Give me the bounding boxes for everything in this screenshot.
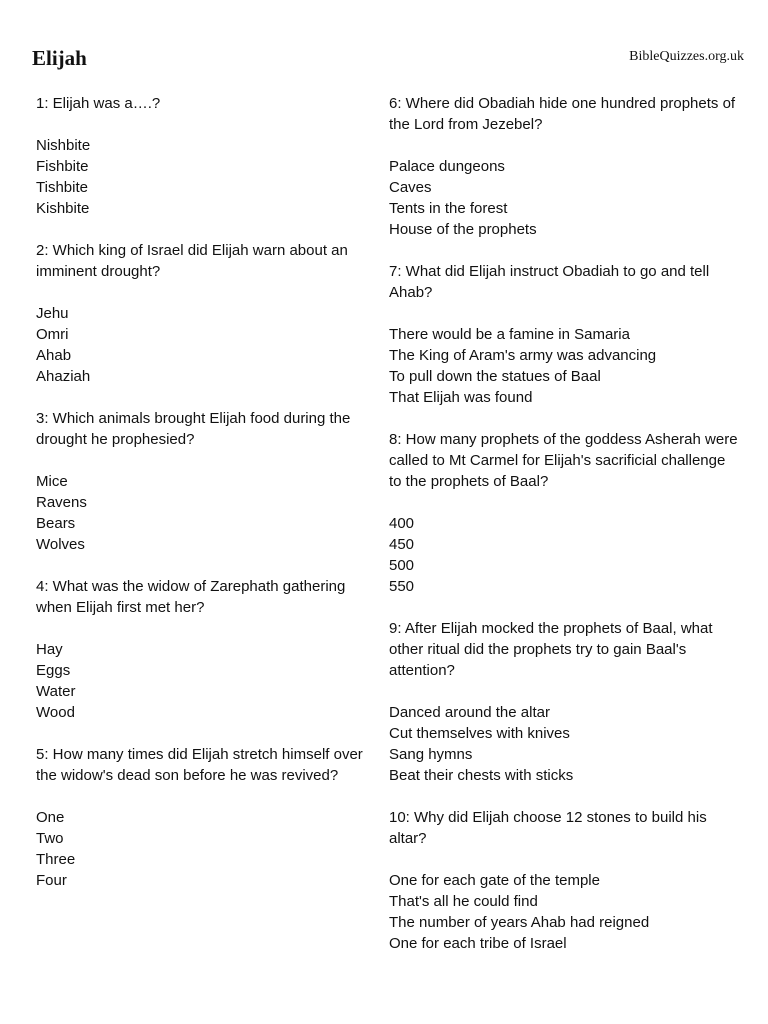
answer-option: One for each tribe of Israel — [389, 935, 567, 952]
answer-option: Kishbite — [36, 200, 90, 217]
answer-option: One for each gate of the temple — [389, 872, 600, 889]
answer-option: To pull down the statues of Baal — [389, 368, 601, 385]
answer-option: Palace dungeons — [389, 158, 505, 175]
question-text: 1: Elijah was a….? — [36, 95, 161, 112]
question-text: 7: What did Elijah instruct Obadiah to go and tell Ahab? — [389, 263, 710, 301]
right-column — [389, 93, 739, 975]
question-block — [36, 576, 376, 723]
answer-option: Tents in the forest — [389, 200, 508, 217]
answer-option: Four — [36, 872, 67, 889]
question-block — [389, 429, 739, 597]
answer-option: Danced around the altar — [389, 704, 550, 721]
answer-option: 550 — [389, 578, 415, 595]
answer-option: Three — [36, 851, 76, 868]
page-title: Elijah — [32, 46, 87, 70]
answer-option: Bears — [36, 515, 76, 532]
answer-option: The King of Aram's army was advancing — [389, 347, 657, 364]
answer-option: There would be a famine in Samaria — [389, 326, 630, 343]
answer-option: 400 — [389, 515, 415, 532]
answer-option: Two — [36, 830, 64, 847]
answer-option: Ahab — [36, 347, 72, 364]
question-text: 8: How many prophets of the goddess Asherah were called to Mt Carmel for Elijah's sacrificial challenge to the prophets of Baal? — [389, 431, 738, 490]
answer-option: Omri — [36, 326, 69, 343]
answer-option: That Elijah was found — [389, 389, 533, 406]
answer-option: Wolves — [36, 536, 85, 553]
answer-option: The number of years Ahab had reigned — [389, 914, 650, 931]
answer-option: Eggs — [36, 662, 71, 679]
question-block — [36, 240, 376, 387]
answer-option: Caves — [389, 179, 432, 196]
answer-option: Water — [36, 683, 76, 700]
answer-option: Cut themselves with knives — [389, 725, 570, 742]
site-name: BibleQuizzes.org.uk — [629, 49, 744, 64]
answer-option: Hay — [36, 641, 63, 658]
answer-option: Beat their chests with sticks — [389, 767, 574, 784]
answer-option: Tishbite — [36, 179, 88, 196]
answer-option: Fishbite — [36, 158, 89, 175]
question-text: 5: How many times did Elijah stretch himself over the widow's dead son before he was revived? — [36, 746, 363, 784]
answer-option: 450 — [389, 536, 415, 553]
question-block — [389, 618, 739, 786]
question-text: 2: Which king of Israel did Elijah warn about an imminent drought? — [36, 242, 348, 280]
answer-option: Ahaziah — [36, 368, 91, 385]
answer-option: House of the prophets — [389, 221, 537, 238]
question-block — [389, 93, 739, 240]
answer-option: Mice — [36, 473, 68, 490]
question-block — [36, 744, 376, 891]
question-text: 3: Which animals brought Elijah food during the drought he prophesied? — [36, 410, 351, 448]
answer-option: 500 — [389, 557, 415, 574]
question-text: 6: Where did Obadiah hide one hundred prophets of the Lord from Jezebel? — [389, 95, 736, 133]
question-text: 10: Why did Elijah choose 12 stones to build his altar? — [389, 809, 707, 847]
question-block — [389, 261, 739, 408]
answer-option: Wood — [36, 704, 75, 721]
question-block — [36, 408, 376, 555]
question-block — [389, 807, 739, 954]
question-text: 9: After Elijah mocked the prophets of Baal, what other ritual did the prophets try to gain Baal's attention? — [389, 620, 713, 679]
answer-option: Ravens — [36, 494, 87, 511]
question-block — [36, 93, 376, 219]
left-column — [36, 93, 376, 912]
question-text: 4: What was the widow of Zarephath gathering when Elijah first met her? — [36, 578, 346, 616]
answer-option: One — [36, 809, 65, 826]
answer-option: Jehu — [36, 305, 69, 322]
answer-option: That's all he could find — [389, 893, 538, 910]
answer-option: Nishbite — [36, 137, 91, 154]
answer-option: Sang hymns — [389, 746, 473, 763]
